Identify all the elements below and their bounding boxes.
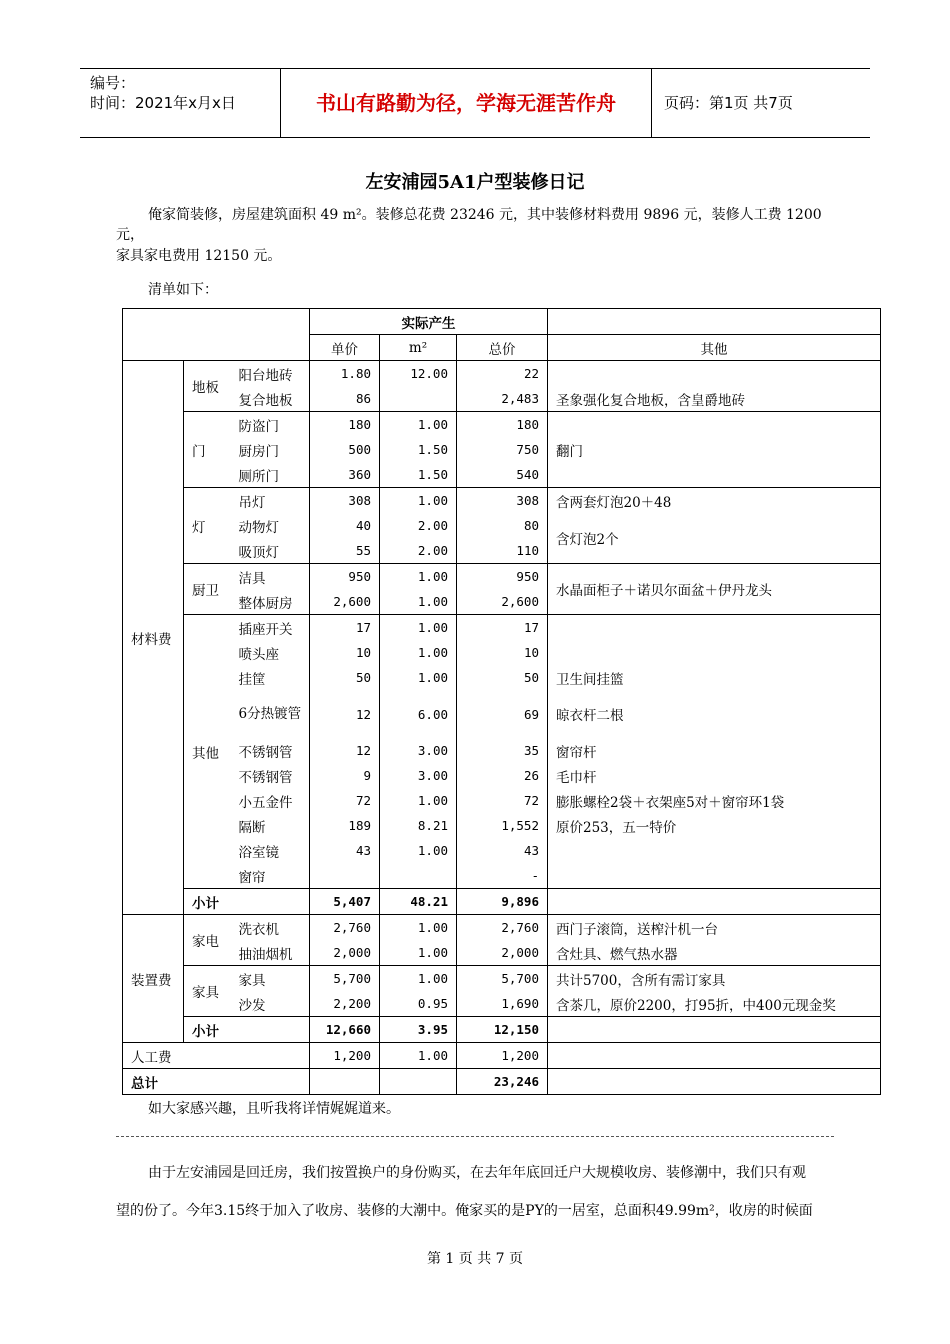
header-page: 页码：第1页 共7页 [664,94,793,112]
quantity: 3.00 [380,763,457,788]
grand-total-label: 总计 [123,1069,310,1095]
quantity [380,386,457,412]
table-row [123,564,881,590]
note: 晾衣杆二根 [548,690,881,738]
item-name: 挂筐 [238,671,266,688]
item-name: 抽油烟机 [238,946,293,963]
total-price: 5,700 [457,966,548,992]
total-price: 1,552 [457,813,548,838]
divider [116,1136,834,1137]
item-name: 6分热镀管 [238,706,302,722]
unit-price: 2,200 [310,991,380,1017]
header-number: 编号： [90,74,136,92]
note [548,361,881,387]
quantity: 12.00 [380,361,457,387]
total-price: 2,000 [457,940,548,966]
cost-table [122,308,881,1095]
subcategory: 家电 [184,915,231,966]
labor-row [123,1043,881,1069]
note: 含两套灯泡20＋48 [548,488,881,514]
body-line-1: 由于左安浦园是回迁房，我们按置换户的身份购买，在去年年底回迁户大规模收房、装修潮中，我们只有观 [148,1165,806,1181]
note: 西门子滚筒，送榨汁机一台 [548,915,881,941]
quantity: 1.00 [380,966,457,992]
table-row [123,966,881,992]
page-footer: 第 1 页 共 7 页 [426,1251,524,1267]
total-price: 110 [457,538,548,564]
table-row [123,940,881,966]
intro-line-1: 俺家简装修，房屋建筑面积 49 m²。装修总花费 23246 元，其中装修材料费用 9896 元，装修人工费 1200 元， [116,207,822,243]
total-price: 26 [457,763,548,788]
item-name: 小五金件 [238,794,293,811]
quantity: 1.00 [380,564,457,590]
labor-unit: 1,200 [310,1043,380,1069]
note: 毛巾杆 [548,763,881,788]
quantity: 1.50 [380,462,457,488]
table-row [123,763,881,788]
unit-price: 2,760 [310,915,380,941]
item-name: 插座开关 [231,615,310,641]
table-row [123,838,881,863]
unit-price: 17 [310,615,380,641]
total-price: 2,483 [457,386,548,412]
note [548,1017,881,1043]
header-other: 其他 [548,335,881,361]
total-price: 17 [457,615,548,641]
table-row [123,738,881,763]
total-price: 10 [457,640,548,665]
note [548,1069,881,1095]
quantity: 6.00 [380,690,457,738]
header-quantity: m² [380,335,457,361]
unit-price: 9 [310,763,380,788]
total-price: 750 [457,437,548,462]
quantity: 0.95 [380,991,457,1017]
labor-total: 1,200 [457,1043,548,1069]
unit-price: 10 [310,640,380,665]
total-price: 35 [457,738,548,763]
header-unit-price: 单价 [310,335,380,361]
quantity [380,863,457,889]
total-price: 1,690 [457,991,548,1017]
intro-line-2: 家具家电费用 12150 元。 [116,248,282,264]
table-row [123,915,881,941]
item-name: 喷头座 [238,646,279,663]
item-name: 吊灯 [231,488,310,514]
item-name: 沙发 [238,997,266,1014]
unit-price: 180 [310,412,380,438]
unit-price: 55 [310,538,380,564]
table-row [123,513,881,538]
subcategory: 地板 [184,361,231,412]
note: 含灯泡2个 [548,513,881,564]
unit-price: 950 [310,564,380,590]
item-name: 不锈钢管 [238,769,293,786]
subtotal-row [123,1017,881,1043]
quantity: 1.00 [380,915,457,941]
subtotal-total: 12,150 [457,1017,548,1043]
table-row [123,488,881,514]
item-name: 窗帘 [238,869,266,886]
item-name: 厨房门 [238,443,279,460]
note [548,615,881,666]
after-table-text: 如大家感兴趣，且听我将详情娓娓道来。 [148,1101,400,1117]
grand-total-value: 23,246 [457,1069,548,1095]
quantity: 8.21 [380,813,457,838]
subcategory: 灯 [184,488,231,564]
subtotal-unit: 5,407 [310,889,380,915]
grand-total-row [123,1069,881,1095]
table-row [123,788,881,813]
item-name: 整体厨房 [238,595,293,612]
total-price: 43 [457,838,548,863]
item-name: 洁具 [231,564,310,590]
table-row [123,361,881,387]
unit-price: 86 [310,386,380,412]
note: 原价253，五一特价 [548,813,881,838]
category-material: 材料费 [123,361,184,915]
table-row [123,615,881,641]
table-row [123,412,881,438]
item-name: 隔断 [238,819,266,836]
document-title: 左安浦园5A1户型装修日记 [365,172,585,193]
quantity: 1.50 [380,437,457,462]
subtotal-label: 小计 [184,889,310,915]
total-price: 950 [457,564,548,590]
note [548,838,881,889]
note: 共计5700，含所有需订家具 [548,966,881,992]
unit-price: 308 [310,488,380,514]
quantity: 1.00 [380,940,457,966]
header-total: 总价 [457,335,548,361]
subtotal-qty: 3.95 [380,1017,457,1043]
item-name: 洗衣机 [231,915,310,941]
quantity: 1.00 [380,838,457,863]
table-row [123,813,881,838]
item-name: 浴室镜 [238,844,279,861]
quantity: 2.00 [380,513,457,538]
item-name: 阳台地砖 [231,361,310,387]
quantity: 3.00 [380,738,457,763]
header-blank [548,309,881,335]
blank [380,1069,457,1095]
table-row [123,665,881,690]
header-blank [123,309,310,361]
header-meta [80,69,280,137]
note: 含灶具、燃气热水器 [548,940,881,966]
total-price: 308 [457,488,548,514]
unit-price: 360 [310,462,380,488]
note [548,1043,881,1069]
note: 卫生间挂篮 [548,665,881,690]
quantity: 1.00 [380,665,457,690]
blank [310,1069,380,1095]
subcategory: 厨卫 [184,564,231,615]
item-name: 厕所门 [238,468,279,485]
note: 膨胀螺栓2袋＋衣架座5对＋窗帘环1袋 [548,788,881,813]
unit-price: 50 [310,665,380,690]
note: 圣象强化复合地板，含皇爵地砖 [548,386,881,412]
item-name: 家具 [231,966,310,992]
total-price: 69 [457,690,548,738]
subtotal-unit: 12,660 [310,1017,380,1043]
note: 翻门 [548,412,881,488]
quantity: 1.00 [380,589,457,615]
total-price: 72 [457,788,548,813]
page-header [80,68,870,138]
header-motto: 书山有路勤为径，学海无涯苦作舟 [280,69,652,137]
unit-price: 5,700 [310,966,380,992]
unit-price: 2,000 [310,940,380,966]
quantity: 2.00 [380,538,457,564]
item-name: 防盗门 [231,412,310,438]
header-group-actual: 实际产生 [310,309,548,335]
subcategory: 其他 [184,615,231,889]
body-line-2: 望的份了。今年3.15终于加入了收房、装修的大潮中。俺家买的是PY的一居室，总面积49.99m²，收房的时候面 [116,1203,813,1219]
total-price: 2,760 [457,915,548,941]
unit-price: 12 [310,738,380,763]
note: 含茶几，原价2200，打95折，中400元现金奖 [548,991,881,1017]
labor-qty: 1.00 [380,1043,457,1069]
total-price: - [457,863,548,889]
item-name: 不锈钢管 [238,744,293,761]
list-label: 清单如下： [148,282,218,298]
unit-price: 2,600 [310,589,380,615]
total-price: 22 [457,361,548,387]
subcategory: 门 [184,412,231,488]
total-price: 80 [457,513,548,538]
note [548,889,881,915]
table-header-row [123,309,881,335]
total-price: 180 [457,412,548,438]
unit-price: 40 [310,513,380,538]
quantity: 1.00 [380,488,457,514]
quantity: 1.00 [380,412,457,438]
subcategory: 家具 [184,966,231,1017]
quantity: 1.00 [380,640,457,665]
item-name: 动物灯 [238,519,279,536]
table-row [123,991,881,1017]
subtotal-label: 小计 [184,1017,310,1043]
total-price: 540 [457,462,548,488]
total-price: 2,600 [457,589,548,615]
category-install: 装置费 [123,915,184,1043]
unit-price: 189 [310,813,380,838]
unit-price: 1.80 [310,361,380,387]
subtotal-total: 9,896 [457,889,548,915]
unit-price [310,863,380,889]
unit-price: 72 [310,788,380,813]
total-price: 50 [457,665,548,690]
note: 水晶面柜子＋诺贝尔面盆＋伊丹龙头 [548,564,881,615]
quantity: 1.00 [380,788,457,813]
quantity: 1.00 [380,615,457,641]
header-time: 时间：2021年x月x日 [90,94,236,112]
unit-price: 43 [310,838,380,863]
unit-price: 500 [310,437,380,462]
table-row [123,690,881,738]
item-name: 吸顶灯 [238,544,279,561]
note: 窗帘杆 [548,738,881,763]
labor-label: 人工费 [123,1043,310,1069]
subtotal-row [123,889,881,915]
item-name: 复合地板 [238,392,293,409]
subtotal-qty: 48.21 [380,889,457,915]
table-row [123,386,881,412]
unit-price: 12 [310,690,380,738]
